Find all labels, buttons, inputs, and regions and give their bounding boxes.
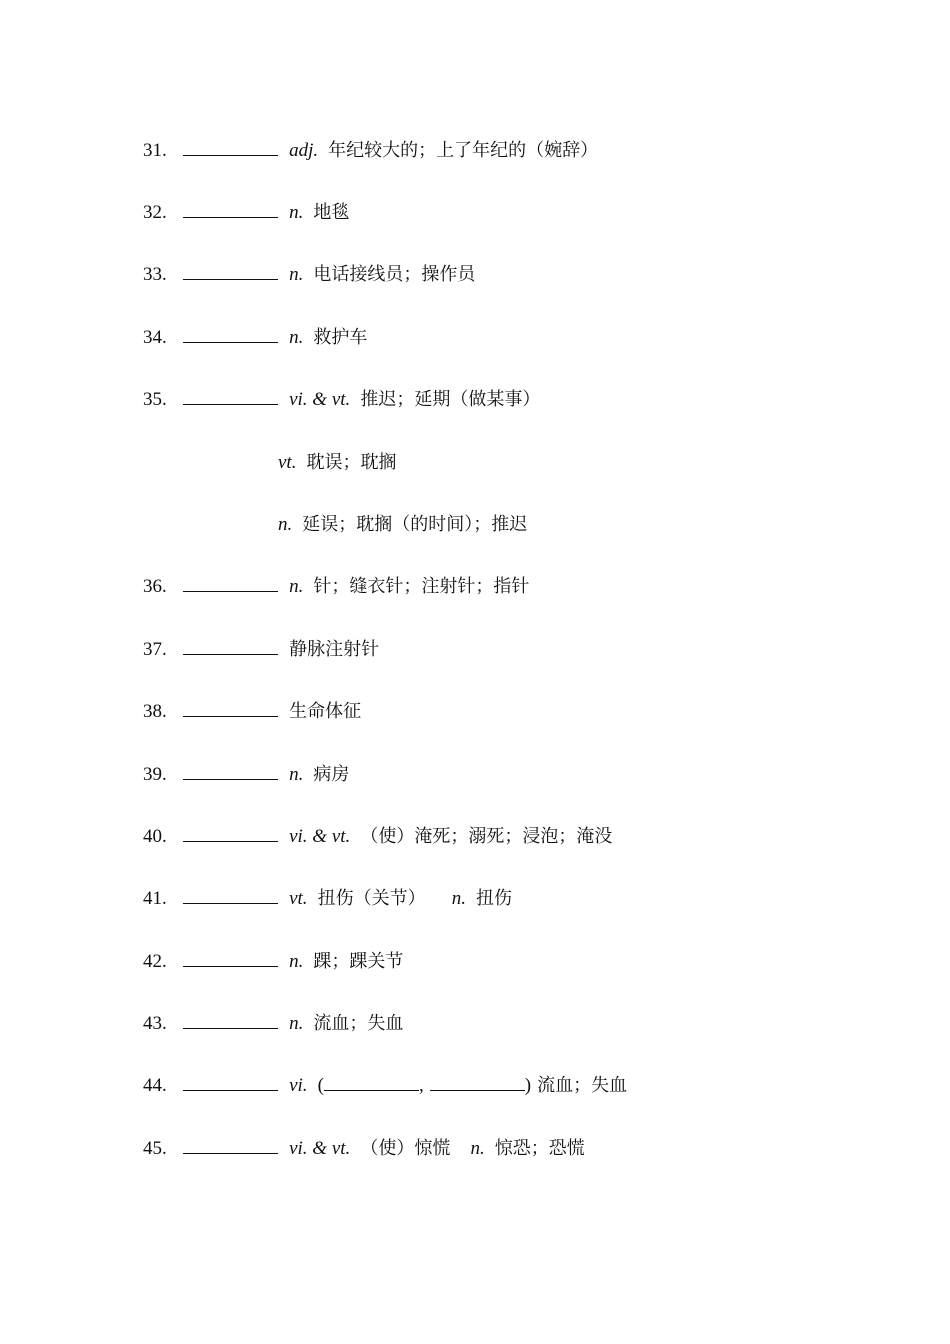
- part-of-speech: vi. & vt.: [289, 826, 351, 847]
- part-of-speech: n.: [289, 1013, 304, 1034]
- part-of-speech: adj.: [289, 140, 319, 161]
- part-of-speech: n.: [289, 576, 304, 597]
- entry-number: 38.: [143, 701, 167, 722]
- definition: 针；缝衣针；注射针；指针: [313, 576, 530, 597]
- definition: 电话接线员；操作员: [313, 264, 476, 285]
- definition: 流血；失血: [313, 1013, 404, 1034]
- entry-number: 39.: [143, 764, 167, 785]
- comma: ,: [418, 1075, 424, 1096]
- entry-39: [143, 761, 349, 787]
- entry-35-sense-3: [278, 511, 527, 537]
- definition-2: 扭伤: [476, 888, 512, 909]
- answer-blank[interactable]: [183, 1072, 278, 1091]
- entry-number: 33.: [143, 264, 167, 285]
- definition: 年纪较大的；上了年纪的（婉辞）: [328, 140, 599, 161]
- part-of-speech: vt.: [289, 888, 308, 909]
- entry-number: 37.: [143, 639, 167, 660]
- answer-blank[interactable]: [183, 1135, 278, 1154]
- answer-blank[interactable]: [183, 324, 278, 343]
- entry-37: [143, 636, 379, 662]
- past-participle-blank[interactable]: [430, 1072, 525, 1091]
- entry-number: 36.: [143, 576, 167, 597]
- entry-32: [143, 199, 349, 225]
- close-paren: ): [524, 1075, 532, 1096]
- part-of-speech: vi. & vt.: [289, 389, 351, 410]
- entry-41: [143, 885, 512, 911]
- answer-blank[interactable]: [183, 1010, 278, 1029]
- definition: 耽误；耽搁: [306, 452, 397, 473]
- past-tense-blank[interactable]: [324, 1072, 419, 1091]
- definition: 静脉注射针: [289, 639, 380, 660]
- part-of-speech: vi. & vt.: [289, 1138, 351, 1159]
- answer-blank[interactable]: [183, 948, 278, 967]
- part-of-speech: vt.: [278, 452, 297, 473]
- answer-blank[interactable]: [183, 199, 278, 218]
- entry-number: 34.: [143, 327, 167, 348]
- definition: 推迟；延期（做某事）: [360, 389, 541, 410]
- entry-31: [143, 137, 598, 163]
- entry-45: [143, 1135, 585, 1161]
- part-of-speech: vi.: [289, 1075, 308, 1096]
- definition: 踝；踝关节: [313, 951, 404, 972]
- definition: 地毯: [313, 202, 350, 223]
- definition: （使）淹死；溺死；浸泡；淹没: [360, 826, 613, 847]
- part-of-speech: n.: [278, 514, 293, 535]
- entry-40: [143, 823, 612, 849]
- entry-number: 31.: [143, 140, 167, 161]
- part-of-speech: n.: [289, 264, 304, 285]
- definition: 延误；耽搁（的时间）；推迟: [302, 514, 528, 535]
- definition: 救护车: [313, 327, 368, 348]
- entry-33: [143, 261, 475, 287]
- definition: 生命体征: [289, 701, 362, 722]
- part-of-speech: n.: [289, 951, 304, 972]
- entry-35-sense-2: [278, 449, 397, 475]
- definition: 流血；失血: [537, 1075, 628, 1096]
- definition: （使）惊慌: [360, 1138, 451, 1159]
- entry-number: 42.: [143, 951, 167, 972]
- entry-38: [143, 698, 361, 724]
- entry-35: [143, 386, 540, 412]
- entry-number: 45.: [143, 1138, 167, 1159]
- answer-blank[interactable]: [183, 885, 278, 904]
- part-of-speech: n.: [289, 764, 304, 785]
- definition-2: 惊恐；恐慌: [494, 1138, 585, 1159]
- part-of-speech-2: n.: [451, 888, 466, 909]
- entry-43: [143, 1010, 403, 1036]
- part-of-speech-2: n.: [470, 1138, 485, 1159]
- open-paren: (: [317, 1075, 324, 1096]
- entry-number: 44.: [143, 1075, 167, 1096]
- entry-34: [143, 324, 367, 350]
- answer-blank[interactable]: [183, 386, 278, 405]
- answer-blank[interactable]: [183, 636, 278, 655]
- entry-number: 35.: [143, 389, 167, 410]
- answer-blank[interactable]: [183, 137, 278, 156]
- part-of-speech: n.: [289, 202, 304, 223]
- definition: 病房: [313, 764, 350, 785]
- answer-blank[interactable]: [183, 823, 278, 842]
- definition: 扭伤（关节）: [317, 888, 426, 909]
- entry-number: 41.: [143, 888, 167, 909]
- answer-blank[interactable]: [183, 573, 278, 592]
- entry-number: 40.: [143, 826, 167, 847]
- answer-blank[interactable]: [183, 261, 278, 280]
- part-of-speech: n.: [289, 327, 304, 348]
- answer-blank[interactable]: [183, 698, 278, 717]
- entry-42: [143, 948, 403, 974]
- entry-36: [143, 573, 529, 599]
- answer-blank[interactable]: [183, 761, 278, 780]
- entry-number: 32.: [143, 202, 167, 223]
- entry-number: 43.: [143, 1013, 167, 1034]
- entry-44: [143, 1072, 627, 1098]
